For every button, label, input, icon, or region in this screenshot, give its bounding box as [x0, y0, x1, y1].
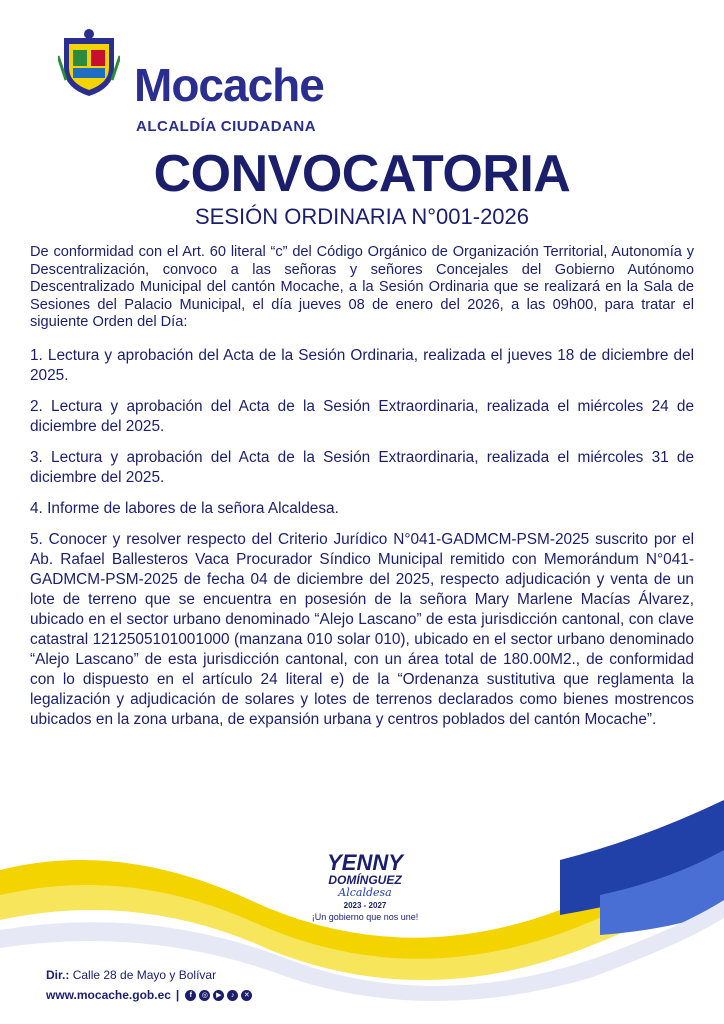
youtube-icon[interactable]: ▶ — [213, 990, 224, 1001]
document-subtitle: SESIÓN ORDINARIA N°001-2026 — [194, 204, 530, 229]
website-row — [46, 988, 255, 1002]
tiktok-icon[interactable]: ♪ — [227, 990, 238, 1001]
facebook-icon[interactable]: f — [185, 990, 196, 1001]
instagram-icon[interactable]: ◎ — [199, 990, 210, 1001]
mayor-surname: DOMÍNGUEZ — [328, 873, 402, 887]
agenda-item: 5. Conocer y resolver respecto del Criterio Jurídico N°041-GADMCM-PSM-2025 suscrito por el Ab. Rafael Ballesteros Vaca Procurador Síndico Municipal remitido con Memorándum N°041-GADMCM-PSM-2025 de fecha 04 de diciembre del 2025, respecto adjudicación y venta de un lote de terreno que se encuentra en posesión de la señora Mary Marlene Macías Álvarez, ubicado en el sector urbano denominado “Alejo Lascano” de esta jurisdicción cantonal, con clave catastral 1212505101001000 (manzana 010 solar 010), ubicado en el sector urbano denominado “Alejo Lascano” de esta jurisdicción cantonal, con un área total de 180.00M2., de conformidad con lo dispuesto en el artículo 24 literal e) de la “Ordenanza sustitutiva que reglamenta la legalización y adjudicación de solares y lotes de terrenos declarados como bienes mostrencos ubicados en la zona urbana, de expansión urbana y centros poblados del cantón Mocache”. — [30, 530, 694, 728]
mayor-name: YENNY — [327, 850, 403, 875]
brand-name: Mocache — [134, 59, 324, 111]
mayor-logo — [300, 852, 430, 932]
address — [46, 968, 216, 982]
brand-subtitle: ALCALDÍA CIUDADANA — [136, 118, 317, 135]
municipal-crest-icon — [58, 28, 120, 98]
website-link[interactable]: www.mocache.gob.ec — [46, 988, 171, 1002]
agenda-item: 3. Lectura y aprobación del Acta de la Sesión Extraordinaria, realizada el miércoles 31 de diciembre del 2025. — [30, 448, 694, 486]
social-icons — [185, 990, 255, 1001]
intro-paragraph: De conformidad con el Art. 60 literal “c” del Código Orgánico de Organización Territorial, Autonomía y Descentralización, convoco a las señoras y señores Concejales del Gobierno Autónomo Descentralizado Municipal del cantón Mocache, a la Sesión Ordinaria que se realizará en la Sala de Sesiones del Palacio Municipal, el día jueves 08 de enero del 2026, a las 09h00, para tratar el siguiente Orden del Día: — [30, 244, 694, 331]
address-text: Calle 28 de Mayo y Bolívar — [72, 968, 217, 982]
twitter-icon[interactable]: ✕ — [241, 990, 252, 1001]
mayor-years: 2023 - 2027 — [343, 901, 387, 910]
agenda-item: 2. Lectura y aprobación del Acta de la Sesión Extraordinaria, realizada el miércoles 24 de diciembre del 2025. — [30, 397, 694, 435]
document-body — [30, 244, 694, 741]
mayor-slogan: ¡Un gobierno que nos une! — [311, 912, 419, 922]
agenda-item: 4. Informe de labores de la señora Alcaldesa. — [30, 499, 339, 517]
agenda-item: 1. Lectura y aprobación del Acta de la Sesión Ordinaria, realizada el jueves 18 de diciembre del 2025. — [30, 346, 694, 384]
document-title: CONVOCATORIA — [153, 145, 571, 203]
address-label: Dir.: — [46, 968, 70, 982]
footer-separator: | — [175, 988, 180, 1002]
mayor-signature: Alcaldesa — [338, 886, 392, 899]
